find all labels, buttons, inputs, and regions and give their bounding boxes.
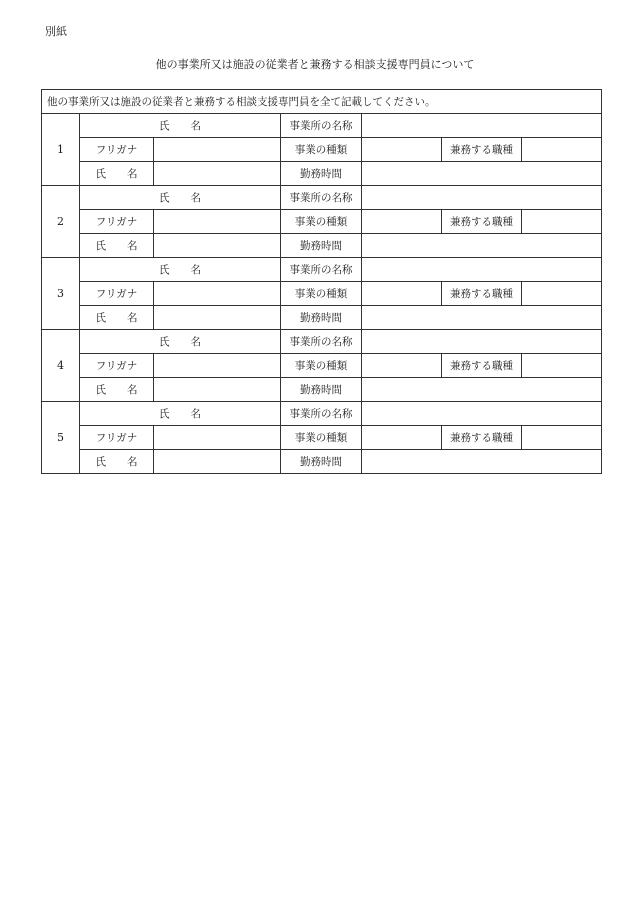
instruction-text: 他の事業所又は施設の従業者と兼務する相談支援専門員を全て記載してください。 xyxy=(42,90,602,114)
concurrent-job-field[interactable] xyxy=(522,138,602,162)
entry-row-header xyxy=(42,330,602,354)
entry-row-furigana xyxy=(42,426,602,450)
concurrent-job-label: 兼務する職種 xyxy=(442,210,522,234)
furigana-label: フリガナ xyxy=(80,138,154,162)
entry-row-header xyxy=(42,186,602,210)
entry-row-furigana xyxy=(42,354,602,378)
furigana-field[interactable] xyxy=(154,282,281,306)
office-name-label: 事業所の名称 xyxy=(281,114,362,138)
name-label: 氏 名 xyxy=(80,306,154,330)
furigana-label: フリガナ xyxy=(80,426,154,450)
office-name-field[interactable] xyxy=(362,186,602,210)
business-type-label: 事業の種類 xyxy=(281,282,362,306)
name-field[interactable] xyxy=(154,234,281,258)
name-header-label: 氏 名 xyxy=(80,402,281,426)
business-type-label: 事業の種類 xyxy=(281,210,362,234)
business-type-field[interactable] xyxy=(362,210,442,234)
name-header-label: 氏 名 xyxy=(80,258,281,282)
entry-row-furigana xyxy=(42,282,602,306)
business-type-field[interactable] xyxy=(362,282,442,306)
concurrent-job-field[interactable] xyxy=(522,354,602,378)
name-field[interactable] xyxy=(154,162,281,186)
office-name-field[interactable] xyxy=(362,402,602,426)
office-name-label: 事業所の名称 xyxy=(281,402,362,426)
entry-number: 1 xyxy=(42,114,80,186)
office-name-field[interactable] xyxy=(362,258,602,282)
furigana-label: フリガナ xyxy=(80,210,154,234)
business-type-field[interactable] xyxy=(362,354,442,378)
business-type-label: 事業の種類 xyxy=(281,354,362,378)
furigana-field[interactable] xyxy=(154,138,281,162)
entry-row-furigana xyxy=(42,138,602,162)
working-hours-label: 勤務時間 xyxy=(281,306,362,330)
entry-row-name xyxy=(42,378,602,402)
entry-row-header xyxy=(42,114,602,138)
entry-number: 5 xyxy=(42,402,80,474)
business-type-label: 事業の種類 xyxy=(281,426,362,450)
entry-row-name xyxy=(42,162,602,186)
business-type-field[interactable] xyxy=(362,426,442,450)
entry-row-name xyxy=(42,450,602,474)
concurrent-job-label: 兼務する職種 xyxy=(442,354,522,378)
furigana-field[interactable] xyxy=(154,426,281,450)
entry-row-header xyxy=(42,402,602,426)
document-title: 他の事業所又は施設の従業者と兼務する相談支援専門員について xyxy=(155,58,475,71)
furigana-field[interactable] xyxy=(154,210,281,234)
instruction-row xyxy=(42,90,602,114)
working-hours-label: 勤務時間 xyxy=(281,450,362,474)
name-header-label: 氏 名 xyxy=(80,186,281,210)
working-hours-label: 勤務時間 xyxy=(281,378,362,402)
office-name-label: 事業所の名称 xyxy=(281,258,362,282)
business-type-label: 事業の種類 xyxy=(281,138,362,162)
name-label: 氏 名 xyxy=(80,450,154,474)
furigana-label: フリガナ xyxy=(80,354,154,378)
concurrent-job-field[interactable] xyxy=(522,282,602,306)
name-field[interactable] xyxy=(154,378,281,402)
business-type-field[interactable] xyxy=(362,138,442,162)
concurrent-job-label: 兼務する職種 xyxy=(442,426,522,450)
concurrent-job-label: 兼務する職種 xyxy=(442,138,522,162)
name-label: 氏 名 xyxy=(80,234,154,258)
working-hours-label: 勤務時間 xyxy=(281,234,362,258)
name-label: 氏 名 xyxy=(80,378,154,402)
office-name-label: 事業所の名称 xyxy=(281,330,362,354)
name-header-label: 氏 名 xyxy=(80,114,281,138)
entry-number: 4 xyxy=(42,330,80,402)
entry-number: 2 xyxy=(42,186,80,258)
working-hours-label: 勤務時間 xyxy=(281,162,362,186)
working-hours-field[interactable] xyxy=(362,162,602,186)
concurrent-job-label: 兼務する職種 xyxy=(442,282,522,306)
entry-row-furigana xyxy=(42,210,602,234)
name-field[interactable] xyxy=(154,450,281,474)
working-hours-field[interactable] xyxy=(362,306,602,330)
name-label: 氏 名 xyxy=(80,162,154,186)
staff-form-table xyxy=(41,89,602,474)
furigana-label: フリガナ xyxy=(80,282,154,306)
working-hours-field[interactable] xyxy=(362,234,602,258)
entry-row-name xyxy=(42,234,602,258)
name-field[interactable] xyxy=(154,306,281,330)
working-hours-field[interactable] xyxy=(362,378,602,402)
entry-row-name xyxy=(42,306,602,330)
working-hours-field[interactable] xyxy=(362,450,602,474)
concurrent-job-field[interactable] xyxy=(522,426,602,450)
office-name-field[interactable] xyxy=(362,114,602,138)
concurrent-job-field[interactable] xyxy=(522,210,602,234)
furigana-field[interactable] xyxy=(154,354,281,378)
entry-number: 3 xyxy=(42,258,80,330)
office-name-label: 事業所の名称 xyxy=(281,186,362,210)
name-header-label: 氏 名 xyxy=(80,330,281,354)
page-label: 別紙 xyxy=(45,25,67,38)
entry-row-header xyxy=(42,258,602,282)
office-name-field[interactable] xyxy=(362,330,602,354)
